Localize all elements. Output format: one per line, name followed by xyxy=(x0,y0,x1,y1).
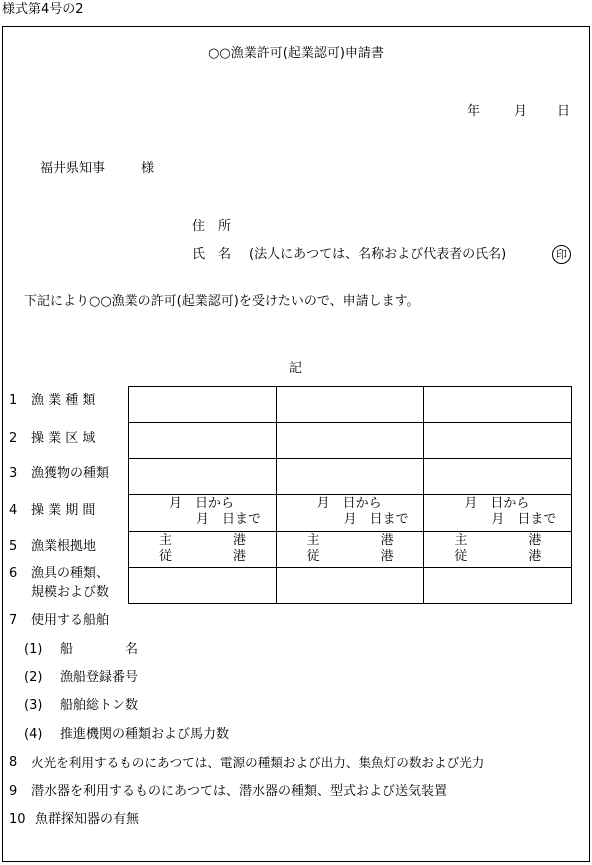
addressee-name: 福井県知事 xyxy=(40,161,106,176)
input-cell[interactable] xyxy=(424,387,572,423)
item-6-label-line1: 漁具の種類、 xyxy=(31,566,110,581)
item-9-number: 9 xyxy=(9,784,18,799)
input-cell[interactable] xyxy=(424,459,572,495)
item-6-label-line2: 規模および数 xyxy=(31,585,110,600)
form-number: 様式第4号の2 xyxy=(2,2,84,17)
item-3-label: 漁獲物の種類 xyxy=(31,466,110,481)
period-cell[interactable] xyxy=(129,495,277,532)
item-3-number: 3 xyxy=(9,466,18,481)
port-main-suffix: 港 xyxy=(528,533,542,548)
port-cell[interactable] xyxy=(276,532,424,568)
vessel-sub-2-number: (2) xyxy=(24,670,43,685)
input-cell[interactable] xyxy=(276,459,424,495)
input-cell[interactable] xyxy=(276,423,424,459)
item-8-number: 8 xyxy=(9,755,18,770)
port-main-suffix: 港 xyxy=(380,533,394,548)
addressee-honorific: 様 xyxy=(141,161,155,176)
date-day: 日 xyxy=(557,104,571,119)
item-2-label: 操 業 区 域 xyxy=(31,431,96,446)
port-cell[interactable] xyxy=(424,532,572,568)
item-5-label: 漁業根拠地 xyxy=(31,539,97,554)
port-sub-suffix: 港 xyxy=(380,549,394,564)
port-sub-suffix: 港 xyxy=(233,549,247,564)
item-5-number: 5 xyxy=(9,539,18,554)
date-year: 年 xyxy=(467,104,481,119)
input-cell[interactable] xyxy=(424,423,572,459)
vessel-sub-3-number: (3) xyxy=(24,698,43,713)
input-cell[interactable] xyxy=(129,568,277,604)
period-cell[interactable] xyxy=(276,495,424,532)
port-main-label: 主 xyxy=(159,533,173,548)
period-cell[interactable] xyxy=(424,495,572,532)
vessel-sub-2-label: 漁船登録番号 xyxy=(60,670,139,685)
items-table xyxy=(128,386,572,604)
body-text: 下記により○○漁業の許可(起業認可)を受けたいので、申請します。 xyxy=(24,294,420,309)
item-4-number: 4 xyxy=(9,503,18,518)
vessel-sub-1-label: 船 名 xyxy=(60,642,139,657)
vessel-sub-1-number: (1) xyxy=(24,642,43,657)
item-2-number: 2 xyxy=(9,431,18,446)
item-8-label: 火光を利用するものにあつては、電源の種類および出力、集魚灯の数および光力 xyxy=(31,755,485,770)
port-main-label: 主 xyxy=(306,533,320,548)
period-from: 月 日から xyxy=(464,496,530,511)
port-cell[interactable] xyxy=(129,532,277,568)
vessel-sub-3-label: 船舶総トン数 xyxy=(60,698,139,713)
input-cell[interactable] xyxy=(129,423,277,459)
port-main-suffix: 港 xyxy=(233,533,247,548)
vessel-sub-4-label: 推進機関の種類および馬力数 xyxy=(60,727,230,742)
item-10-label: 魚群探知器の有無 xyxy=(35,812,140,827)
item-4-label: 操 業 期 間 xyxy=(31,503,96,518)
name-note: (法人にあつては、名称および代表者の氏名) xyxy=(249,247,507,262)
seal-mark xyxy=(550,245,571,264)
name-label: 氏 名 xyxy=(192,247,232,262)
item-7-label: 使用する船舶 xyxy=(31,613,110,628)
port-sub-suffix: 港 xyxy=(528,549,542,564)
port-sub-label: 従 xyxy=(306,549,320,564)
port-sub-label: 従 xyxy=(159,549,173,564)
period-to: 月 日まで xyxy=(343,512,409,527)
period-to: 月 日まで xyxy=(196,512,262,527)
item-10-number: 10 xyxy=(9,812,26,827)
port-main-label: 主 xyxy=(454,533,468,548)
input-cell[interactable] xyxy=(276,568,424,604)
input-cell[interactable] xyxy=(129,387,277,423)
vessel-sub-4-number: (4) xyxy=(24,727,43,742)
item-1-number: 1 xyxy=(9,393,18,408)
period-from: 月 日から xyxy=(169,496,235,511)
form-title: ○○漁業許可(起業認可)申請書 xyxy=(208,46,384,61)
port-sub-label: 従 xyxy=(454,549,468,564)
item-6-number: 6 xyxy=(9,566,18,581)
item-1-label: 漁 業 種 類 xyxy=(31,393,96,408)
period-from: 月 日から xyxy=(316,496,382,511)
address-label: 住 所 xyxy=(192,219,232,234)
item-7-number: 7 xyxy=(9,613,18,628)
seal-icon: 印 xyxy=(552,245,571,264)
input-cell[interactable] xyxy=(276,387,424,423)
item-9-label: 潜水器を利用するものにあつては、潜水器の種類、型式および送気装置 xyxy=(31,784,448,799)
input-cell[interactable] xyxy=(424,568,572,604)
ki-heading: 記 xyxy=(289,361,303,376)
input-cell[interactable] xyxy=(129,459,277,495)
date-month: 月 xyxy=(514,104,528,119)
period-to: 月 日まで xyxy=(491,512,557,527)
